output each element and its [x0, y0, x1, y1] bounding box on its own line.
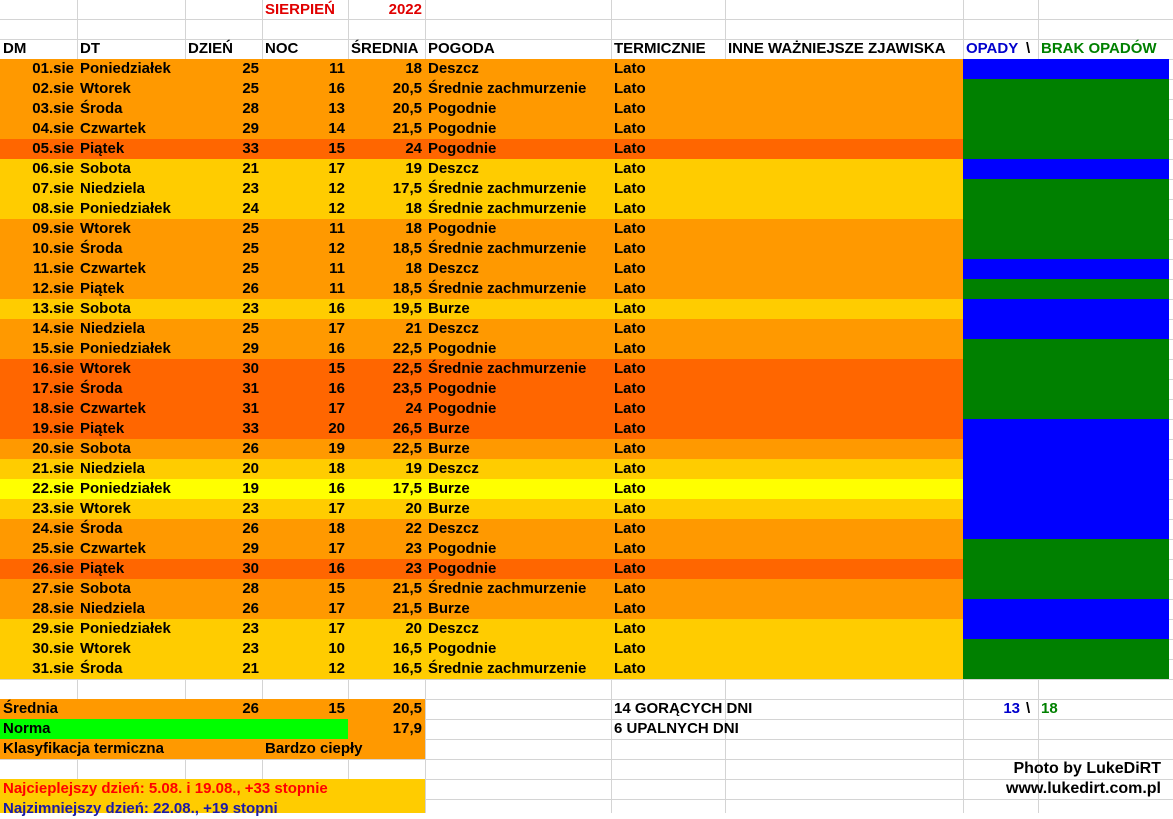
- cell-dzien: 25: [242, 220, 259, 237]
- cell-pogoda: Średnie zachmurzenie: [428, 180, 587, 197]
- cell-termiczne: Lato: [614, 500, 646, 517]
- cell-pogoda: Pogodnie: [428, 340, 497, 357]
- precipitation-cell: [963, 479, 1169, 499]
- website-credit: www.lukedirt.com.pl: [1006, 780, 1161, 797]
- cell-dzien: 26: [242, 440, 259, 457]
- cell-dt: Niedziela: [80, 460, 146, 477]
- cell-dt: Niedziela: [80, 180, 146, 197]
- cell-dzien: 29: [242, 540, 259, 557]
- cell-noc: 15: [328, 360, 345, 377]
- cell-dm: 06.sie: [32, 160, 74, 177]
- summary-klasyfikacja-label: Klasyfikacja termiczna: [3, 740, 164, 757]
- cell-noc: 20: [328, 420, 345, 437]
- cell-termiczne: Lato: [614, 240, 646, 257]
- cell-noc: 12: [328, 240, 345, 257]
- cell-noc: 11: [329, 220, 345, 237]
- cell-dm: 10.sie: [32, 240, 74, 257]
- cell-dt: Poniedziałek: [80, 340, 171, 357]
- summary-norma-label: Norma: [3, 720, 51, 737]
- cell-dzien: 23: [242, 180, 259, 197]
- warmest-day-note: Najcieplejszy dzień: 5.08. i 19.08., +33 stopnie: [3, 780, 328, 797]
- cell-termiczne: Lato: [614, 180, 646, 197]
- cell-dm: 21.sie: [32, 460, 74, 477]
- cell-pogoda: Średnie zachmurzenie: [428, 240, 587, 257]
- cell-noc: 17: [328, 620, 345, 637]
- cell-termiczne: Lato: [614, 560, 646, 577]
- cell-termiczne: Lato: [614, 300, 646, 317]
- cell-dm: 26.sie: [32, 560, 74, 577]
- cell-srednia: 24: [405, 400, 422, 417]
- cell-pogoda: Pogodnie: [428, 540, 497, 557]
- precipitation-cell: [963, 379, 1169, 399]
- precipitation-cell: [963, 439, 1169, 459]
- cell-noc: 13: [328, 100, 345, 117]
- cell-noc: 16: [328, 340, 345, 357]
- cell-dt: Środa: [80, 520, 123, 537]
- summary-klasyfikacja-value: Bardzo ciepły: [265, 740, 363, 757]
- cell-pogoda: Pogodnie: [428, 220, 497, 237]
- cell-dm: 08.sie: [32, 200, 74, 217]
- cell-srednia: 18: [405, 200, 422, 217]
- cell-pogoda: Średnie zachmurzenie: [428, 360, 587, 377]
- cell-pogoda: Burze: [428, 440, 470, 457]
- cell-dzien: 26: [242, 600, 259, 617]
- cell-dzien: 28: [242, 580, 259, 597]
- cell-termiczne: Lato: [614, 360, 646, 377]
- brak-opadow-count: 18: [1041, 700, 1058, 717]
- cell-pogoda: Pogodnie: [428, 120, 497, 137]
- cell-dzien: 19: [242, 480, 259, 497]
- cell-dm: 25.sie: [32, 540, 74, 557]
- cell-termiczne: Lato: [614, 60, 646, 77]
- cell-dzien: 24: [242, 200, 259, 217]
- cell-termiczne: Lato: [614, 580, 646, 597]
- cell-noc: 17: [328, 400, 345, 417]
- cell-dt: Czwartek: [80, 400, 146, 417]
- cell-pogoda: Pogodnie: [428, 140, 497, 157]
- precipitation-cell: [963, 279, 1169, 299]
- cell-dzien: 30: [242, 360, 259, 377]
- precipitation-cell: [963, 239, 1169, 259]
- cell-dt: Poniedziałek: [80, 200, 171, 217]
- precipitation-cell: [963, 79, 1169, 99]
- cell-pogoda: Deszcz: [428, 260, 479, 277]
- precipitation-cell: [963, 199, 1169, 219]
- cell-srednia: 17,5: [392, 180, 422, 197]
- hot-days-count: 14 GORĄCYCH DNI: [614, 700, 753, 717]
- cell-dm: 20.sie: [32, 440, 74, 457]
- cell-dzien: 31: [242, 380, 259, 397]
- cell-pogoda: Średnie zachmurzenie: [428, 660, 587, 677]
- cell-pogoda: Burze: [428, 480, 470, 497]
- cell-srednia: 20: [405, 500, 422, 517]
- precipitation-cell: [963, 299, 1169, 319]
- cell-dzien: 21: [242, 160, 259, 177]
- cell-dt: Sobota: [80, 580, 131, 597]
- precipitation-cell: [963, 579, 1169, 599]
- cell-dt: Wtorek: [80, 220, 131, 237]
- precipitation-cell: [963, 599, 1169, 619]
- precipitation-cell: [963, 259, 1169, 279]
- summary-norma-value: 17,9: [392, 720, 422, 737]
- cell-noc: 15: [328, 580, 345, 597]
- cell-dt: Niedziela: [80, 320, 146, 337]
- cell-srednia: 23: [405, 540, 422, 557]
- very-hot-days-count: 6 UPALNYCH DNI: [614, 720, 739, 737]
- cell-pogoda: Pogodnie: [428, 640, 497, 657]
- cell-noc: 14: [328, 120, 345, 137]
- cell-pogoda: Pogodnie: [428, 560, 497, 577]
- cell-dm: 03.sie: [32, 100, 74, 117]
- opady-separator: \: [1026, 700, 1031, 717]
- cell-termiczne: Lato: [614, 380, 646, 397]
- precipitation-cell: [963, 179, 1169, 199]
- cell-pogoda: Pogodnie: [428, 400, 497, 417]
- cell-dzien: 33: [242, 140, 259, 157]
- cell-noc: 12: [328, 180, 345, 197]
- cell-noc: 12: [328, 660, 345, 677]
- cell-srednia: 17,5: [392, 480, 422, 497]
- cell-dt: Czwartek: [80, 540, 146, 557]
- cell-dm: 15.sie: [32, 340, 74, 357]
- cell-noc: 16: [328, 480, 345, 497]
- cell-noc: 19: [328, 440, 345, 457]
- cell-dm: 24.sie: [32, 520, 74, 537]
- cell-dm: 02.sie: [32, 80, 74, 97]
- cell-srednia: 21: [405, 320, 422, 337]
- cell-dzien: 23: [242, 620, 259, 637]
- cell-termiczne: Lato: [614, 480, 646, 497]
- cell-srednia: 23,5: [392, 380, 422, 397]
- cell-dzien: 23: [242, 500, 259, 517]
- cell-termiczne: Lato: [614, 200, 646, 217]
- precipitation-cell: [963, 619, 1169, 639]
- cell-dt: Poniedziałek: [80, 480, 171, 497]
- cell-dm: 17.sie: [32, 380, 74, 397]
- cell-dzien: 23: [242, 640, 259, 657]
- cell-dm: 11.sie: [33, 260, 74, 277]
- cell-dzien: 25: [242, 320, 259, 337]
- cell-dt: Poniedziałek: [80, 60, 171, 77]
- cell-dt: Wtorek: [80, 80, 131, 97]
- precipitation-cell: [963, 499, 1169, 519]
- cell-pogoda: Średnie zachmurzenie: [428, 580, 587, 597]
- precipitation-cell: [963, 359, 1169, 379]
- cell-termiczne: Lato: [614, 540, 646, 557]
- cell-pogoda: Deszcz: [428, 320, 479, 337]
- cell-noc: 16: [328, 300, 345, 317]
- cell-termiczne: Lato: [614, 340, 646, 357]
- cell-noc: 17: [328, 320, 345, 337]
- year-title: 2022: [388, 1, 422, 18]
- cell-noc: 12: [328, 200, 345, 217]
- cell-pogoda: Średnie zachmurzenie: [428, 200, 587, 217]
- cell-srednia: 16,5: [392, 640, 422, 657]
- cell-dm: 27.sie: [32, 580, 74, 597]
- header-opady: OPADY: [966, 40, 1019, 57]
- cell-termiczne: Lato: [614, 100, 646, 117]
- cell-dm: 28.sie: [32, 600, 74, 617]
- cell-dzien: 30: [242, 560, 259, 577]
- cell-dt: Sobota: [80, 440, 131, 457]
- cell-srednia: 18,5: [392, 240, 422, 257]
- cell-termiczne: Lato: [614, 460, 646, 477]
- cell-dm: 29.sie: [32, 620, 74, 637]
- cell-pogoda: Pogodnie: [428, 380, 497, 397]
- grid-row-line: [0, 679, 1173, 680]
- cell-dm: 30.sie: [32, 640, 74, 657]
- cell-dzien: 31: [242, 400, 259, 417]
- cell-dm: 16.sie: [32, 360, 74, 377]
- cell-noc: 17: [328, 540, 345, 557]
- cell-dt: Środa: [80, 660, 123, 677]
- cell-termiczne: Lato: [614, 620, 646, 637]
- cell-dzien: 29: [242, 120, 259, 137]
- cell-dzien: 33: [242, 420, 259, 437]
- cell-srednia: 18: [405, 260, 422, 277]
- cell-noc: 15: [328, 140, 345, 157]
- cell-pogoda: Pogodnie: [428, 100, 497, 117]
- cell-srednia: 19: [405, 460, 422, 477]
- cell-dm: 01.sie: [32, 60, 74, 77]
- cell-noc: 10: [328, 640, 345, 657]
- cell-noc: 18: [328, 460, 345, 477]
- cell-pogoda: Burze: [428, 300, 470, 317]
- cell-dt: Piątek: [80, 140, 125, 157]
- cell-dzien: 20: [242, 460, 259, 477]
- cell-dzien: 21: [242, 660, 259, 677]
- cell-dzien: 29: [242, 340, 259, 357]
- summary-srednia-noc: 15: [328, 700, 345, 717]
- cell-pogoda: Deszcz: [428, 620, 479, 637]
- cell-dzien: 25: [242, 80, 259, 97]
- precipitation-cell: [963, 419, 1169, 439]
- header-noc: NOC: [265, 40, 299, 57]
- cell-srednia: 18: [405, 60, 422, 77]
- cell-srednia: 23: [405, 560, 422, 577]
- header-dm: DM: [3, 40, 27, 57]
- cell-termiczne: Lato: [614, 120, 646, 137]
- precipitation-cell: [963, 59, 1169, 79]
- summary-srednia-srednia: 20,5: [392, 700, 422, 717]
- cell-srednia: 22,5: [392, 360, 422, 377]
- cell-pogoda: Deszcz: [428, 520, 479, 537]
- cell-dm: 09.sie: [32, 220, 74, 237]
- cell-pogoda: Burze: [428, 420, 470, 437]
- precipitation-cell: [963, 639, 1169, 659]
- cell-dt: Środa: [80, 240, 123, 257]
- opady-count: 13: [1003, 700, 1020, 717]
- cell-noc: 18: [328, 520, 345, 537]
- header-dt: DT: [80, 40, 100, 57]
- summary-srednia-dzien: 26: [242, 700, 259, 717]
- cell-dzien: 25: [242, 260, 259, 277]
- cell-pogoda: Burze: [428, 500, 470, 517]
- cell-srednia: 21,5: [392, 120, 422, 137]
- cell-dm: 22.sie: [32, 480, 74, 497]
- precipitation-cell: [963, 319, 1169, 339]
- cell-pogoda: Deszcz: [428, 160, 479, 177]
- cell-srednia: 18: [405, 220, 422, 237]
- cell-dt: Wtorek: [80, 640, 131, 657]
- cell-termiczne: Lato: [614, 80, 646, 97]
- cell-dt: Niedziela: [80, 600, 146, 617]
- cell-srednia: 22,5: [392, 340, 422, 357]
- precipitation-cell: [963, 519, 1169, 539]
- precipitation-cell: [963, 459, 1169, 479]
- cell-srednia: 22,5: [392, 440, 422, 457]
- cell-dm: 23.sie: [32, 500, 74, 517]
- cell-dzien: 26: [242, 280, 259, 297]
- cell-noc: 17: [328, 160, 345, 177]
- cell-noc: 17: [328, 600, 345, 617]
- cell-dm: 04.sie: [32, 120, 74, 137]
- cell-dt: Piątek: [80, 420, 125, 437]
- cell-dm: 07.sie: [32, 180, 74, 197]
- header-dzien: DZIEŃ: [188, 40, 233, 57]
- header-termiczne: TERMICZNIE: [614, 40, 706, 57]
- cell-noc: 11: [329, 280, 345, 297]
- cell-srednia: 24: [405, 140, 422, 157]
- cell-termiczne: Lato: [614, 420, 646, 437]
- cell-termiczne: Lato: [614, 600, 646, 617]
- cell-srednia: 19,5: [392, 300, 422, 317]
- cell-dm: 18.sie: [32, 400, 74, 417]
- cell-srednia: 20,5: [392, 80, 422, 97]
- cell-noc: 11: [329, 260, 345, 277]
- cell-dt: Wtorek: [80, 360, 131, 377]
- precipitation-cell: [963, 159, 1169, 179]
- cell-pogoda: Średnie zachmurzenie: [428, 280, 587, 297]
- cell-srednia: 16,5: [392, 660, 422, 677]
- cell-termiczne: Lato: [614, 140, 646, 157]
- cell-dzien: 25: [242, 60, 259, 77]
- cell-noc: 11: [329, 60, 345, 77]
- precipitation-cell: [963, 659, 1169, 679]
- cell-dt: Piątek: [80, 280, 125, 297]
- cell-noc: 17: [328, 500, 345, 517]
- header-pogoda: POGODA: [428, 40, 495, 57]
- cell-dm: 13.sie: [32, 300, 74, 317]
- cell-termiczne: Lato: [614, 520, 646, 537]
- cell-termiczne: Lato: [614, 440, 646, 457]
- cell-termiczne: Lato: [614, 160, 646, 177]
- cell-srednia: 20,5: [392, 100, 422, 117]
- cell-srednia: 21,5: [392, 580, 422, 597]
- header-srednia: ŚREDNIA: [351, 40, 419, 57]
- precipitation-cell: [963, 219, 1169, 239]
- cell-dt: Środa: [80, 380, 123, 397]
- cell-dt: Sobota: [80, 160, 131, 177]
- summary-srednia-label: Średnia: [3, 700, 59, 717]
- header-separator: \: [1026, 40, 1031, 57]
- cell-termiczne: Lato: [614, 400, 646, 417]
- cell-dm: 14.sie: [32, 320, 74, 337]
- precipitation-cell: [963, 139, 1169, 159]
- precipitation-cell: [963, 559, 1169, 579]
- cell-dm: 05.sie: [32, 140, 74, 157]
- cell-dt: Piątek: [80, 560, 125, 577]
- cell-noc: 16: [328, 380, 345, 397]
- cell-srednia: 20: [405, 620, 422, 637]
- cell-dt: Środa: [80, 100, 123, 117]
- cell-termiczne: Lato: [614, 220, 646, 237]
- header-inne-zjawiska: INNE WAŻNIEJSZE ZJAWISKA: [728, 40, 946, 57]
- cell-srednia: 21,5: [392, 600, 422, 617]
- cell-dt: Czwartek: [80, 120, 146, 137]
- cell-pogoda: Burze: [428, 600, 470, 617]
- header-brak-opadow: BRAK OPADÓW: [1041, 40, 1157, 57]
- cell-termiczne: Lato: [614, 280, 646, 297]
- cell-srednia: 19: [405, 160, 422, 177]
- cell-termiczne: Lato: [614, 660, 646, 677]
- precipitation-cell: [963, 119, 1169, 139]
- month-title: SIERPIEŃ: [265, 1, 336, 18]
- cell-dzien: 26: [242, 520, 259, 537]
- cell-dm: 31.sie: [32, 660, 74, 677]
- cell-termiczne: Lato: [614, 640, 646, 657]
- precipitation-cell: [963, 99, 1169, 119]
- cell-dzien: 25: [242, 240, 259, 257]
- precipitation-cell: [963, 539, 1169, 559]
- cell-dt: Czwartek: [80, 260, 146, 277]
- coldest-day-note: Najzimniejszy dzień: 22.08., +19 stopni: [3, 800, 278, 817]
- cell-dm: 12.sie: [32, 280, 74, 297]
- cell-srednia: 18,5: [392, 280, 422, 297]
- cell-dzien: 23: [242, 300, 259, 317]
- cell-termiczne: Lato: [614, 320, 646, 337]
- cell-srednia: 22: [405, 520, 422, 537]
- precipitation-cell: [963, 399, 1169, 419]
- cell-noc: 16: [328, 80, 345, 97]
- cell-pogoda: Średnie zachmurzenie: [428, 80, 587, 97]
- cell-srednia: 26,5: [392, 420, 422, 437]
- photo-credit: Photo by LukeDiRT: [1013, 760, 1161, 777]
- cell-dm: 19.sie: [32, 420, 74, 437]
- cell-dt: Poniedziałek: [80, 620, 171, 637]
- cell-noc: 16: [328, 560, 345, 577]
- cell-dzien: 28: [242, 100, 259, 117]
- cell-dt: Wtorek: [80, 500, 131, 517]
- grid-row-line: [0, 19, 1173, 20]
- cell-termiczne: Lato: [614, 260, 646, 277]
- cell-pogoda: Deszcz: [428, 460, 479, 477]
- cell-pogoda: Deszcz: [428, 60, 479, 77]
- cell-dt: Sobota: [80, 300, 131, 317]
- precipitation-cell: [963, 339, 1169, 359]
